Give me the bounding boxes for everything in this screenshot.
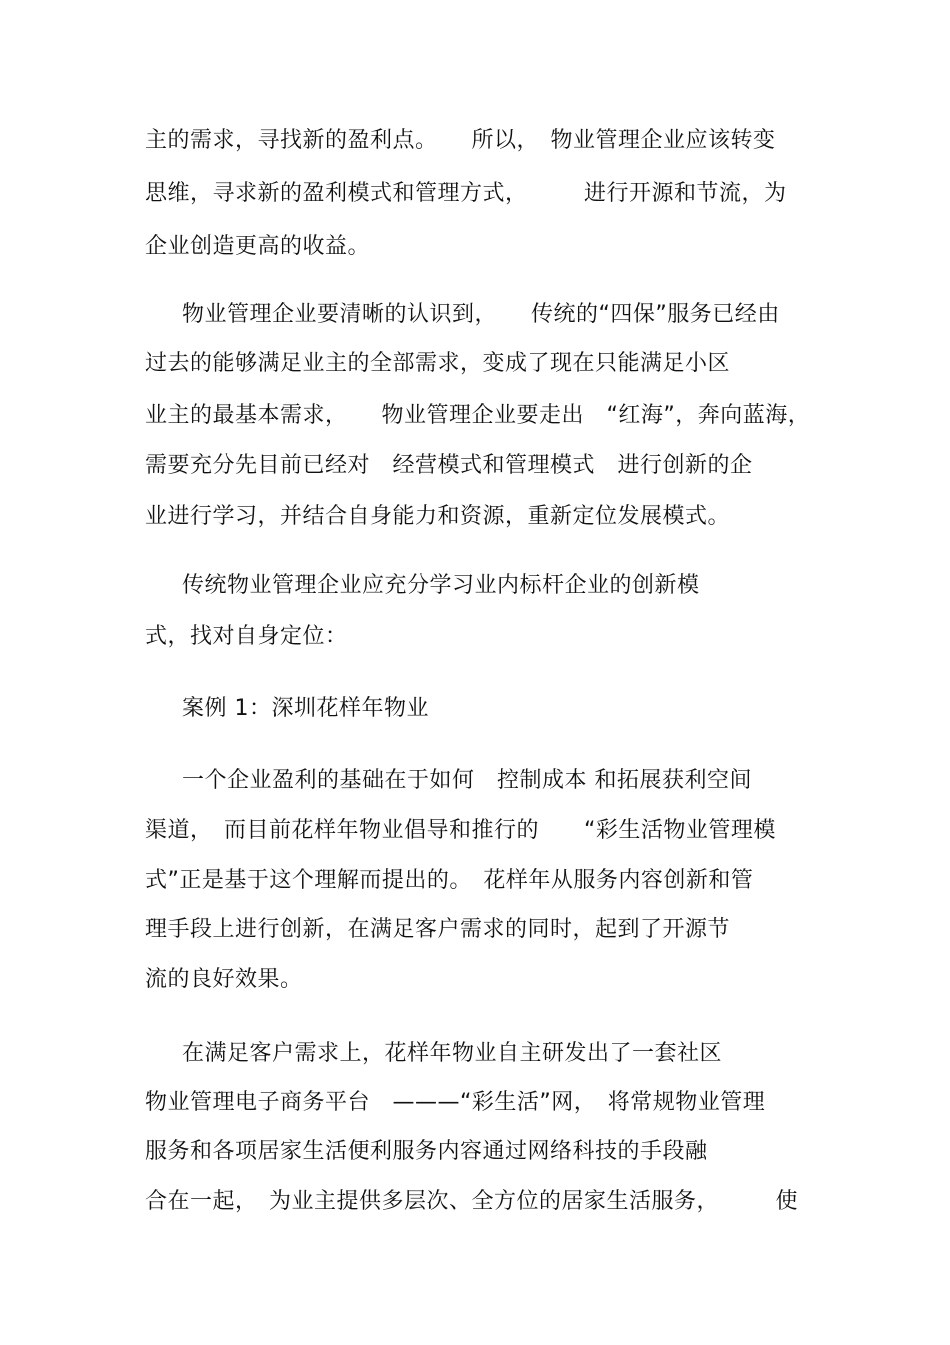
text-line: 需要充分先目前已经对 经营模式和管理模式 进行创新的企 [145,453,753,478]
text-line: 流的良好效果。 [145,967,303,992]
text-line: 业主的最基本需求， 物业管理企业要走出 “红海”，奔向蓝海， [145,403,811,428]
text-line: 思维，寻求新的盈利模式和管理方式， 进行开源和节流，为 [145,181,787,206]
text-line: 传统物业管理企业应充分学习业内标杆企业的创新模 [182,573,700,598]
text-line: 物业管理电子商务平台 ———“彩生活”网， 将常规物业管理 [145,1090,766,1115]
text-line: 服务和各项居家生活便利服务内容通过网络科技的手段融 [145,1139,708,1164]
case-heading: 案例 1：深圳花样年物业 [182,696,429,721]
text-line: 式，找对自身定位： [145,624,348,649]
text-line: 企业创造更高的收益。 [145,234,371,259]
text-line: 在满足客户需求上，花样年物业自主研发出了一套社区 [182,1041,723,1066]
text-line: 一个企业盈利的基础在于如何 控制成本 和拓展获利空间 [182,768,752,793]
text-line: 理手段上进行创新，在满足客户需求的同时，起到了开源节 [145,917,731,942]
text-line: 渠道， 而目前花样年物业倡导和推行的 “彩生活物业管理模 [145,818,776,843]
text-line: 合在一起， 为业主提供多层次、全方位的居家生活服务， 使 [145,1189,799,1214]
text-line: 式”正是基于这个理解而提出的。 花样年从服务内容创新和管 [145,868,754,893]
text-line: 主的需求，寻找新的盈利点。 所以， 物业管理企业应该转变 [145,128,776,153]
text-line: 业进行学习，并结合自身能力和资源，重新定位发展模式。 [145,504,731,529]
text-line: 过去的能够满足业主的全部需求，变成了现在只能满足小区 [145,351,731,376]
text-line: 物业管理企业要清晰的认识到， 传统的“四保”服务已经由 [182,302,780,327]
